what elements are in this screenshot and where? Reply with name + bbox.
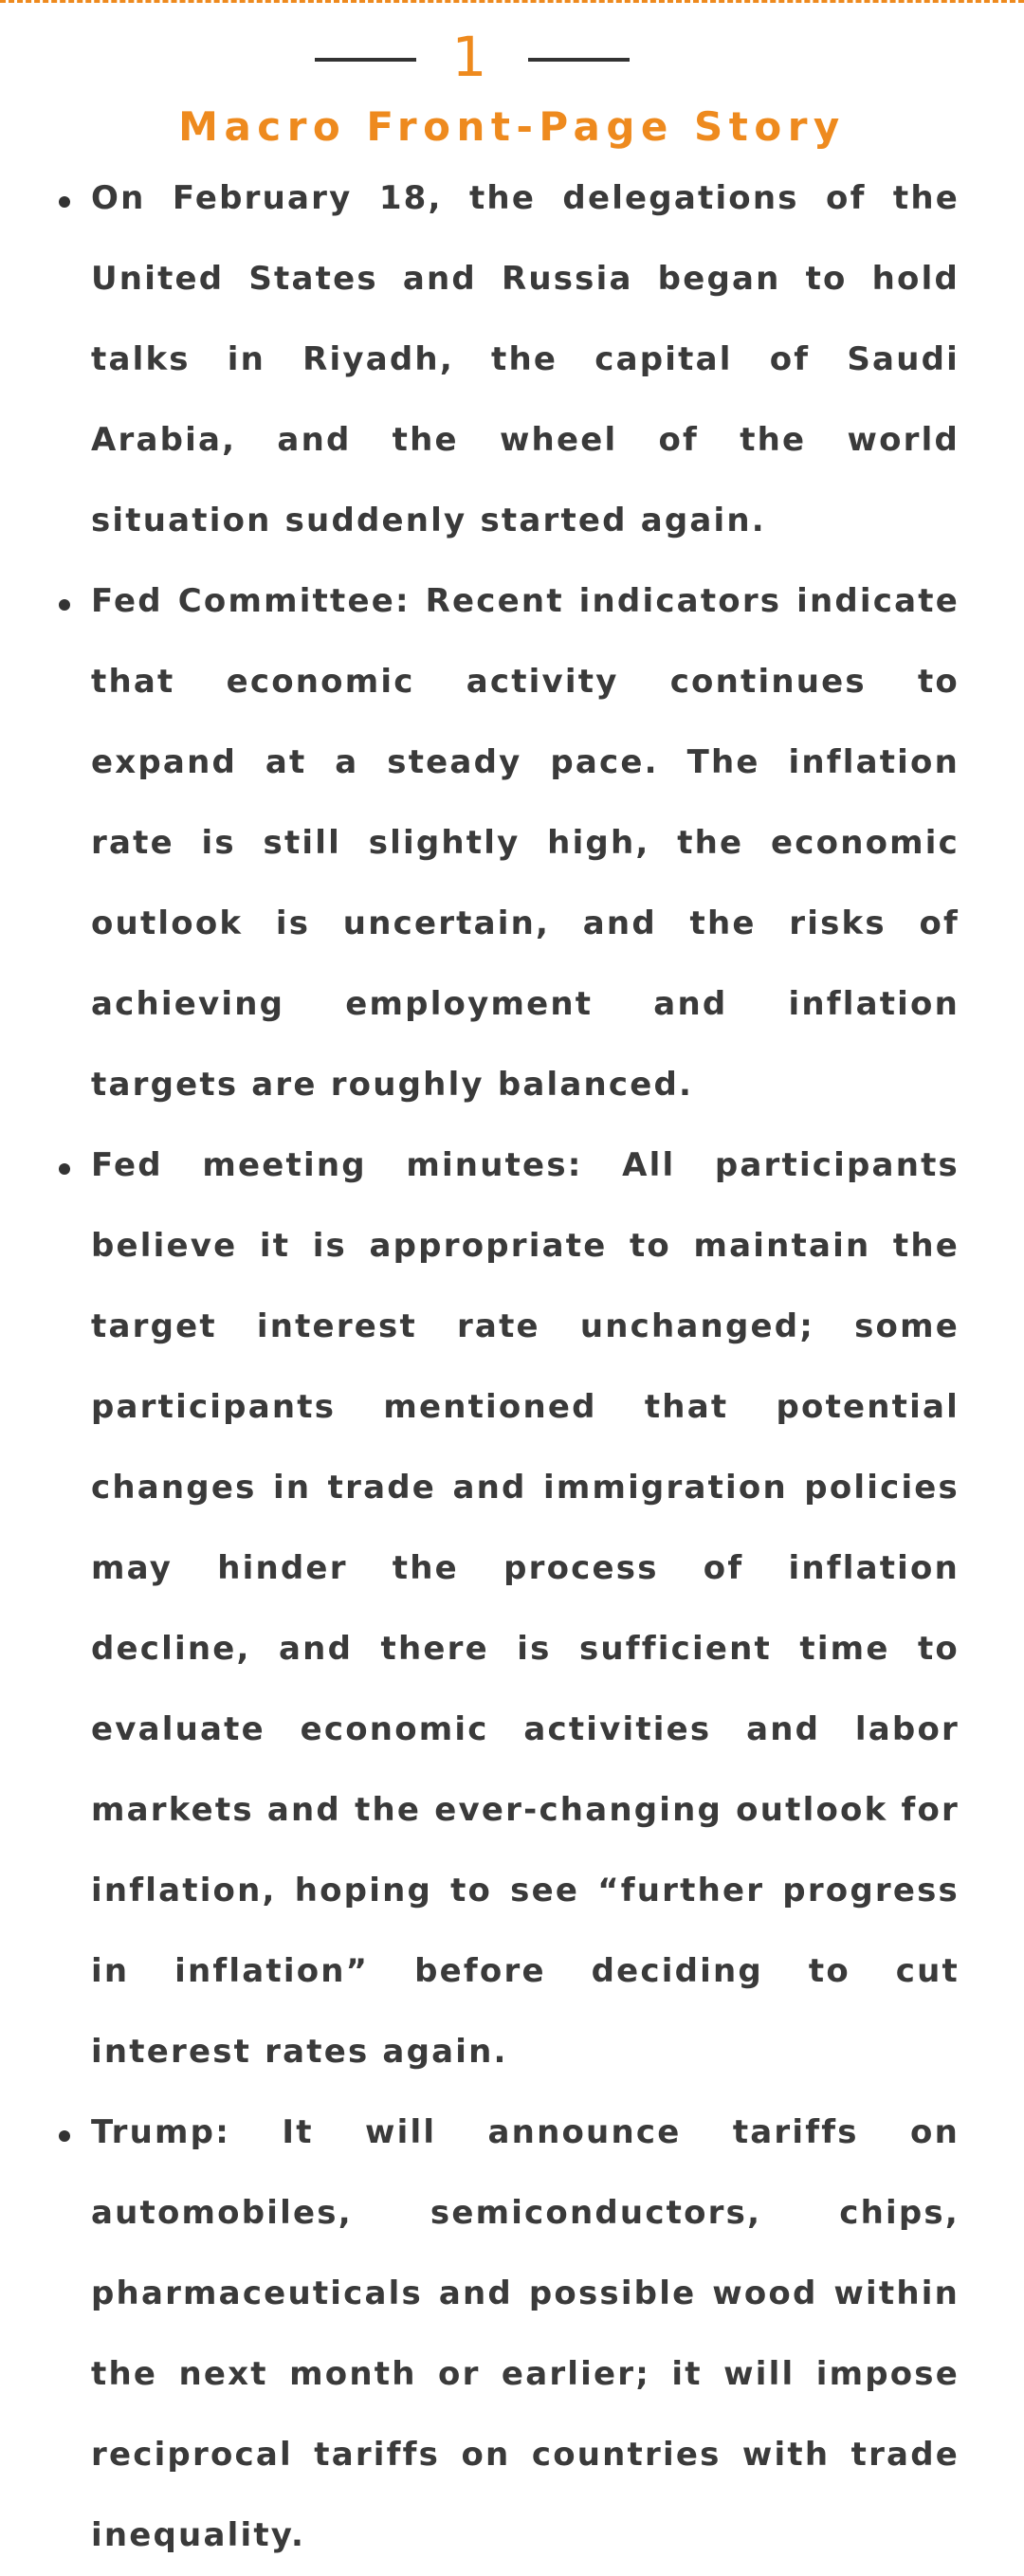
bullet-dot-icon [59,2130,70,2142]
section-number: 1 [451,25,487,89]
section-header [0,19,1024,161]
bullet-text: Fed meeting minutes: All participants believe it is appropriate to maintain the target interest rate unchanged; some participants mentioned that potential changes in trade and immigration policies may hinder the process of inflation decline, and there is sufficient time to evaluate economic activities and labor markets and the ever-changing outlook for inflation, hoping to see “further progress in inflation” before deciding to cut interest rates again. [91,1146,960,2071]
section-number-row [0,19,1024,95]
bullet-item [0,158,1024,561]
section-title: Macro Front-Page Story [178,103,846,150]
left-divider-line [315,58,416,62]
bullet-dot-icon [59,196,70,208]
bullet-item [0,2092,1024,2576]
bullet-item [0,561,1024,1125]
bullet-list [0,158,1024,2576]
bullet-text: On February 18, the delegations of the United States and Russia began to hold talks in Riyadh, the capital of Saudi Arabia, and the wheel of the world situation suddenly started again. [91,179,960,539]
bullet-dot-icon [59,1163,70,1175]
bullet-dot-icon [59,599,70,611]
bullet-item [0,1125,1024,2092]
top-dashed-border [0,0,1024,3]
bullet-text: Trump: It will announce tariffs on automobiles, semiconductors, chips, pharmaceuticals and possible wood within the next month or earlier; it will impose reciprocal tariffs on countries with trade inequality. [91,2113,960,2554]
bullet-text: Fed Committee: Recent indicators indicate that economic activity continues to expand at a steady pace. The inflation rate is still slightly high, the economic outlook is uncertain, and the risks of achieving employment and inflation targets are roughly balanced. [91,582,960,1104]
right-divider-line [528,58,630,62]
